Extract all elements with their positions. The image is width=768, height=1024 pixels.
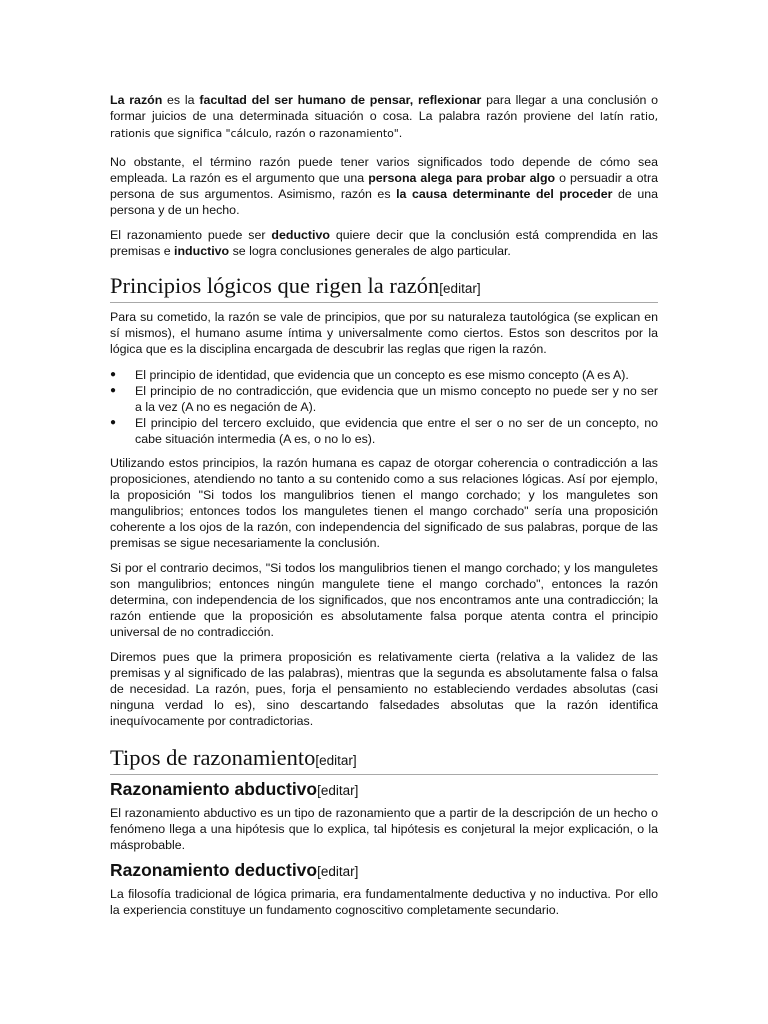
- principios-paragraph-3: Si por el contrario decimos, "Si todos los mangulibrios tienen el mango corchado; y los manguletes son mangulibrios; entonces ningún mangulete tiene el mango corchado", entonces la razón determina, con independencia de los significados, que nos encontramos ante una contradicción; la razón entiende que la proposición es absolutamente falsa porque atenta contra el principio universal de no contradicción.: [110, 561, 658, 639]
- intro-paragraph-1: [110, 92, 658, 142]
- intro-text: quiere decir que la conclusión está comprendida en las premisas e: [110, 228, 659, 258]
- intro-bold-text: la causa determinante del proceder: [396, 187, 613, 201]
- intro-text: es la: [162, 93, 200, 107]
- principios-paragraph-4: Diremos pues que la primera proposición es relativamente cierta (relativa a la validez de las premisas y al significado de las palabras), mientras que la segunda es absolutamente falsa o falsa de necesidad. La razón, pues, forja el pensamiento no estableciendo verdades absolutas (casi ninguna verdad lo es), sino descartando falsedades absolutas que la razón identifica inequívocamente por contradictorias.: [110, 650, 658, 728]
- section-heading-text: Principios lógicos que rigen la razón: [110, 273, 440, 298]
- intro-term-razon: La razón: [110, 93, 163, 107]
- section-heading-tipos: [110, 745, 658, 775]
- bullet-icon: ●: [110, 385, 117, 396]
- list-item-text: El principio de no contradicción, que evidencia que un mismo concepto no puede ser y no ser a la vez (A no es negación de A).: [135, 384, 658, 414]
- intro-bold-text: deductivo: [271, 228, 330, 242]
- section-heading-text: Tipos de razonamiento: [110, 745, 316, 770]
- intro-text: para llegar a una conclusión o formar juicios de una determinada situación o cosa. La palabra razón proviene: [110, 93, 659, 123]
- latin-etymology: del latín ratio, rationis que significa "cálculo, razón o razonamiento".: [110, 110, 658, 140]
- list-item-text: El principio del tercero excluido, que evidencia que entre el ser o no ser de un concepto, no cabe situación intermedia (A es, o no lo es).: [135, 416, 658, 446]
- document-page: [110, 92, 658, 918]
- intro-text: se logra conclusiones generales de algo particular.: [229, 244, 511, 258]
- intro-text: No obstante, el término razón puede tener varios significados todo depende de cómo sea empleada. La razón es el argumento que una: [110, 155, 658, 185]
- subsection-heading-deductivo: [110, 859, 658, 883]
- list-item: [110, 415, 658, 447]
- bullet-icon: ●: [110, 417, 117, 428]
- list-item-text: El principio de identidad, que evidencia que un concepto es ese mismo concepto (A es A).: [135, 368, 629, 382]
- edit-link[interactable]: [editar]: [439, 281, 481, 296]
- intro-bold-text: inductivo: [174, 244, 230, 258]
- list-item: [110, 383, 658, 415]
- subsection-heading-text: Razonamiento abductivo: [110, 779, 318, 799]
- intro-definition: facultad del ser humano de pensar, reflexionar: [199, 93, 482, 107]
- edit-link[interactable]: [editar]: [317, 864, 359, 879]
- intro-paragraph-2: [110, 154, 658, 218]
- list-item: [110, 367, 658, 383]
- section-heading-principios: [110, 273, 658, 303]
- intro-paragraph-3: [110, 227, 658, 259]
- abductivo-paragraph: El razonamiento abductivo es un tipo de razonamiento que a partir de la descripción de un hecho o fenómeno llega a una hipótesis que lo explica, tal hipótesis es conjetural la mejor explicación, o la másprobable.: [110, 806, 658, 852]
- principios-paragraph-1: Para su cometido, la razón se vale de principios, que por su naturaleza tautológica (se explican en sí mismos), el humano asume íntima y universalmente como ciertos. Estos son descritos por la lógica que es la disciplina encargada de descubrir las reglas que rigen la razón.: [110, 310, 658, 356]
- principios-paragraph-2: Utilizando estos principios, la razón humana es capaz de otorgar coherencia o contradicción a las proposiciones, atendiendo no tanto a su contenido como a sus relaciones lógicas. Así por ejemplo, la proposición "Si todos los mangulibrios tienen el mango corchado; y los manguletes son mangulibrios; entonces todos los manguletes tienen el mango corchado" sería una proposición coherente a los ojos de la razón, con independencia del significado de sus palabras, porque de las premisas se sigue necesariamente la conclusión.: [110, 456, 658, 550]
- intro-bold-text: persona alega para probar algo: [368, 171, 556, 185]
- principles-list: [110, 367, 658, 447]
- edit-link[interactable]: [editar]: [317, 783, 359, 798]
- intro-text: o persuadir a otra persona de sus argumentos. Asimismo, razón es: [110, 171, 659, 201]
- intro-text: de una persona y de un hecho.: [110, 187, 658, 217]
- edit-link[interactable]: [editar]: [315, 753, 357, 768]
- subsection-heading-text: Razonamiento deductivo: [110, 860, 318, 880]
- bullet-icon: ●: [110, 369, 117, 380]
- intro-text: El razonamiento puede ser: [110, 228, 272, 242]
- deductivo-paragraph: La filosofía tradicional de lógica primaria, era fundamentalmente deductiva y no inductiva. Por ello la experiencia constituye un fundamento cognoscitivo completamente secundario.: [110, 887, 658, 917]
- subsection-heading-abductivo: [110, 778, 658, 802]
